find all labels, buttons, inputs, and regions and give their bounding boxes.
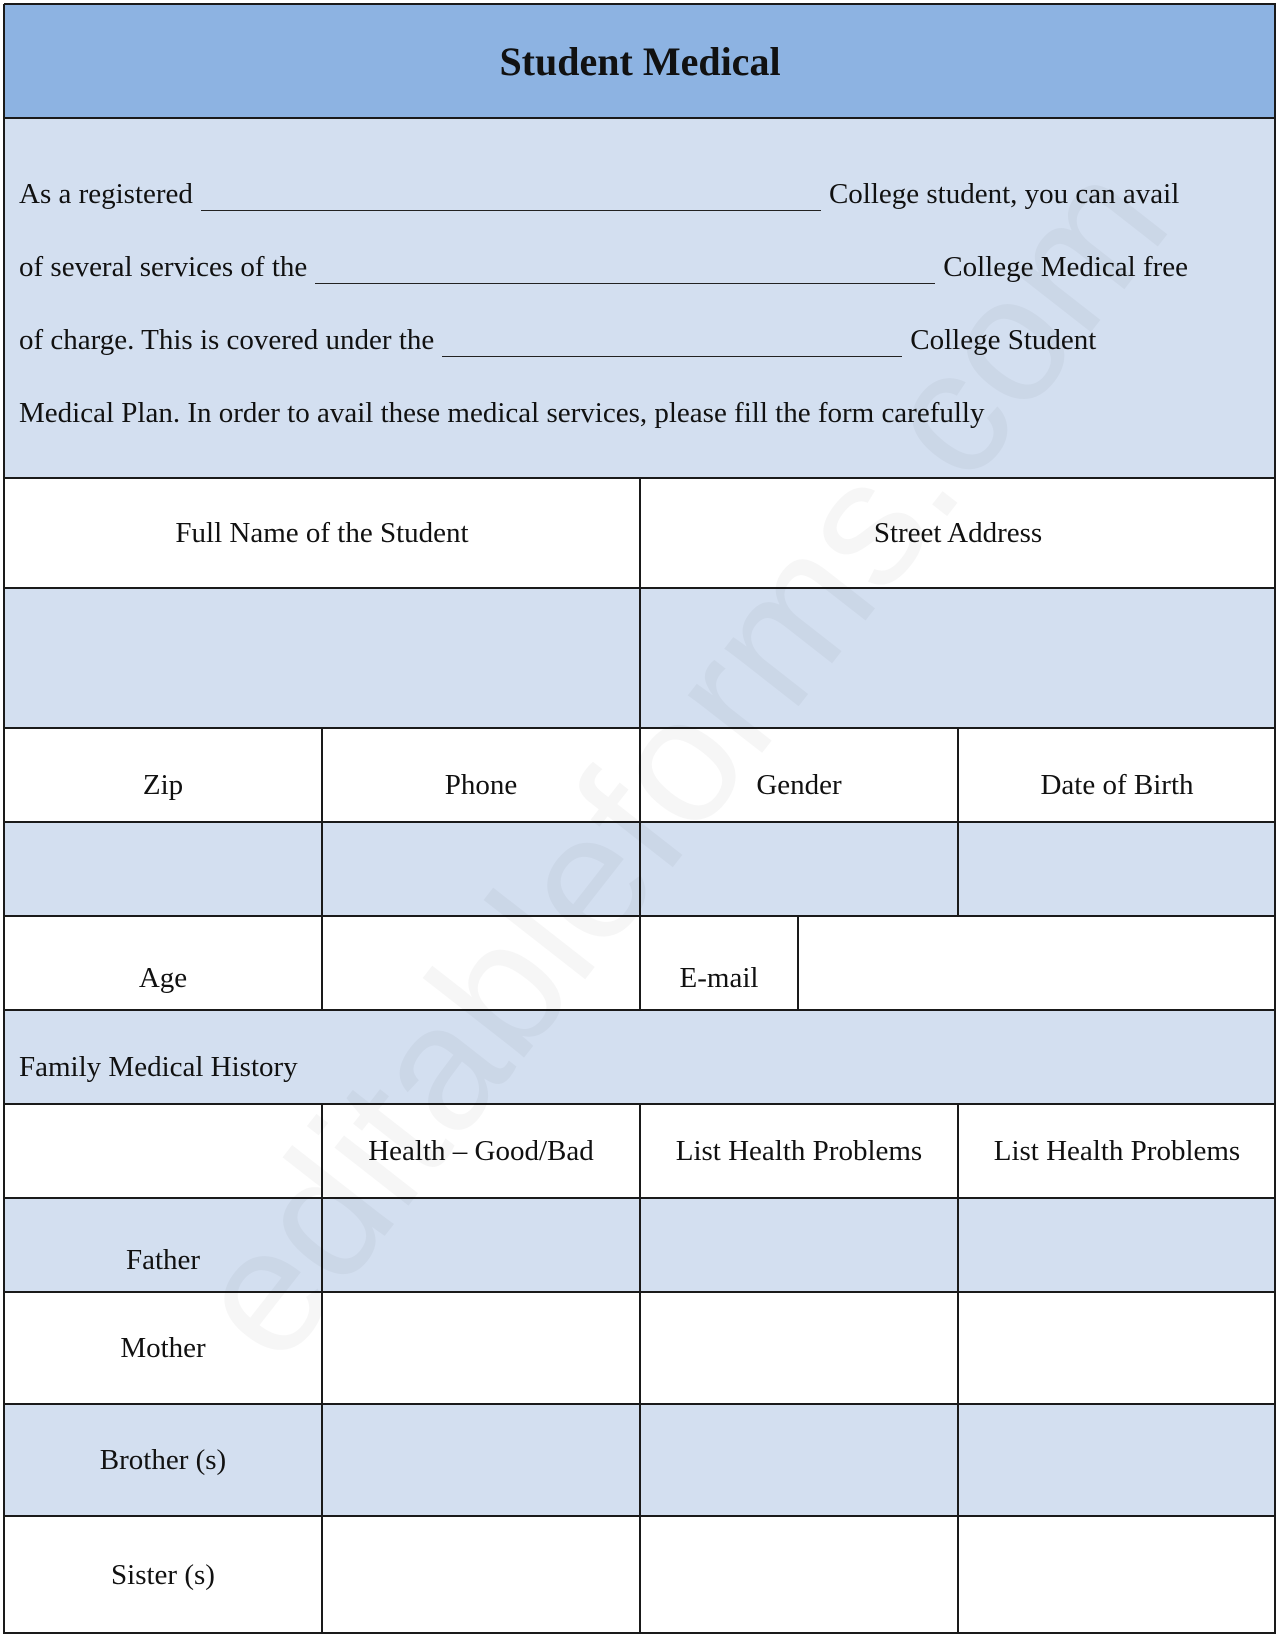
- age-field[interactable]: [322, 916, 640, 1010]
- intro-text: Medical Plan. In order to avail these medical services, please fill the form carefully: [19, 397, 985, 429]
- full-name-field[interactable]: [4, 588, 640, 728]
- father-problems-field-1[interactable]: [640, 1198, 958, 1292]
- zip-label: Zip: [4, 728, 322, 822]
- college-name-blank[interactable]: [201, 182, 821, 211]
- brother-problems-field-2[interactable]: [958, 1404, 1276, 1516]
- email-field[interactable]: [798, 916, 1276, 1010]
- grid-line: [957, 1104, 959, 1634]
- intro-line-3: [19, 324, 1096, 357]
- intro-text: of charge. This is covered under the: [19, 324, 435, 356]
- intro-line-1: [19, 178, 1179, 211]
- father-health-field[interactable]: [322, 1198, 640, 1292]
- street-address-field[interactable]: [640, 588, 1276, 728]
- grid-line: [321, 728, 323, 1010]
- sister-problems-field-2[interactable]: [958, 1516, 1276, 1634]
- family-row-father: Father: [4, 1198, 322, 1292]
- family-row-sister: Sister (s): [4, 1516, 322, 1634]
- grid-line: [797, 916, 799, 1010]
- grid-line: [4, 3, 1276, 5]
- family-row-mother: Mother: [4, 1292, 322, 1404]
- intro-line-4: [19, 397, 984, 430]
- intro-paragraph: [4, 118, 1276, 478]
- father-problems-field-2[interactable]: [958, 1198, 1276, 1292]
- dob-label: Date of Birth: [958, 728, 1276, 822]
- grid-line: [639, 1104, 641, 1634]
- form-title: Student Medical: [4, 4, 1276, 118]
- intro-text: College Medical free: [943, 251, 1189, 283]
- intro-text: College student, you can avail: [828, 178, 1180, 210]
- grid-line: [4, 117, 1276, 119]
- family-row-brother: Brother (s): [4, 1404, 322, 1516]
- intro-text: of several services of the: [19, 251, 308, 283]
- sister-problems-field-1[interactable]: [640, 1516, 958, 1634]
- street-address-label: Street Address: [640, 478, 1276, 588]
- sister-health-field[interactable]: [322, 1516, 640, 1634]
- plan-name-blank[interactable]: [442, 328, 902, 357]
- family-col-problems-2: List Health Problems: [958, 1104, 1276, 1198]
- grid-line: [639, 478, 641, 1010]
- age-label: Age: [4, 916, 322, 1010]
- intro-line-2: [19, 251, 1188, 284]
- medical-center-blank[interactable]: [315, 255, 935, 284]
- mother-health-field[interactable]: [322, 1292, 640, 1404]
- grid-line: [1274, 4, 1276, 1634]
- grid-line: [957, 728, 959, 916]
- family-history-heading: Family Medical History: [4, 1010, 1276, 1104]
- gender-field[interactable]: [640, 822, 958, 916]
- dob-field[interactable]: [958, 822, 1276, 916]
- brother-problems-field-1[interactable]: [640, 1404, 958, 1516]
- mother-problems-field-2[interactable]: [958, 1292, 1276, 1404]
- phone-field[interactable]: [322, 822, 640, 916]
- intro-text: College Student: [910, 324, 1097, 356]
- gender-label: Gender: [640, 728, 958, 822]
- brother-health-field[interactable]: [322, 1404, 640, 1516]
- grid-line: [321, 1104, 323, 1634]
- phone-label: Phone: [322, 728, 640, 822]
- email-label: E-mail: [640, 916, 798, 1010]
- family-col-problems-1: List Health Problems: [640, 1104, 958, 1198]
- family-col-health: Health – Good/Bad: [322, 1104, 640, 1198]
- full-name-label: Full Name of the Student: [4, 478, 640, 588]
- mother-problems-field-1[interactable]: [640, 1292, 958, 1404]
- family-corner-cell: [4, 1104, 322, 1198]
- student-medical-form: [4, 4, 1276, 1634]
- grid-line: [3, 4, 5, 1634]
- zip-field[interactable]: [4, 822, 322, 916]
- intro-text: As a registered: [19, 178, 193, 210]
